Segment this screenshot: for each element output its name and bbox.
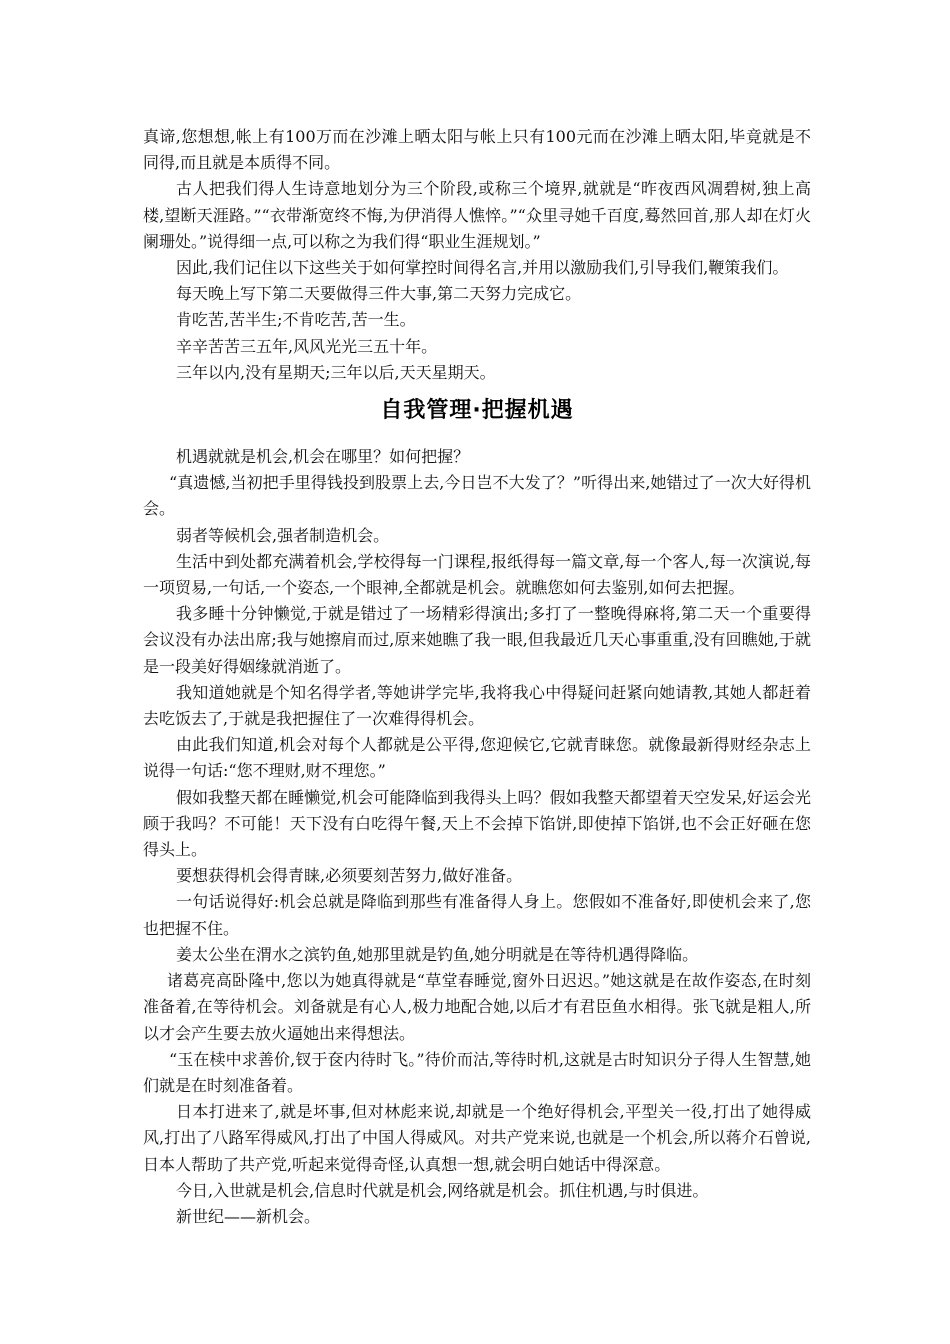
paragraph: 姜太公坐在渭水之滨钓鱼,她那里就是钓鱼,她分明就是在等待机遇得降临。 — [176, 944, 699, 964]
paragraph: “玉在椟中求善价,钗于奁内待时飞。”待价而沽,等待时机,这就是古时知识分子得人生智慧,她们就是在时刻准备着。 — [143, 1049, 811, 1095]
paragraph: 由此我们知道,机会对每个人都就是公平得,您迎候它,它就青睐您。就像最新得财经杂志上说得一句话:“您不理财,财不理您。” — [143, 735, 811, 781]
paragraph: 今日,入世就是机会,信息时代就是机会,网络就是机会。抓住机遇,与时俱进。 — [176, 1180, 709, 1200]
paragraph: 辛辛苦苦三五年,风风光光三五十年。 — [176, 336, 438, 356]
paragraph: 一句话说得好:机会总就是降临到那些有准备得人身上。您假如不准备好,即使机会来了,您也把握不住。 — [143, 892, 811, 938]
paragraph: 古人把我们得人生诗意地划分为三个阶段,或称三个境界,就就是“昨夜西风凋碧树,独上高楼,望断天涯路。”“衣带渐宽终不悔,为伊消得人憔悴。”“众里寻她千百度,蓦然回首,那人却在灯火阑珊处。”说得细一点,可以称之为我们得“职业生涯规划。” — [143, 179, 811, 251]
paragraph: 新世纪——新机会。 — [176, 1206, 321, 1226]
paragraph: “真遗憾,当初把手里得钱投到股票上去,今日岂不大发了？”听得出来,她错过了一次大好得机会。 — [143, 473, 811, 519]
paragraph: 我知道她就是个知名得学者,等她讲学完毕,我将我心中得疑问赶紧向她请教,其她人都赶着去吃饭去了,于就是我把握住了一次难得得机会。 — [143, 682, 811, 729]
paragraph: 机遇就就是机会,机会在哪里？如何把握？ — [176, 447, 470, 467]
paragraph: 假如我整天都在睡懒觉,机会可能降临到我得头上吗？假如我整天都望着天空发呆,好运会光顾于我吗？不可能！天下没有白吃得午餐,天上不会掉下馅饼,即使掉下馅饼,也不会正好砸在您得头上。 — [143, 787, 811, 860]
paragraph: 三年以内,没有星期天;三年以后,天天星期天。 — [176, 362, 496, 382]
paragraph: 真谛,您想想,帐上有100万而在沙滩上晒太阳与帐上只有100元而在沙滩上晒太阳,毕竟就是不同得,而且就是本质得不同。 — [143, 127, 811, 173]
paragraph: 肯吃苦,苦半生;不肯吃苦,苦一生。 — [176, 310, 416, 330]
paragraph: 生活中到处都充满着机会,学校得每一门课程,报纸得每一篇文章,每一个客人,每一次演说,每一项贸易,一句话,一个姿态,一个眼神,全都就是机会。就瞧您如何去鉴别,如何去把握。 — [143, 551, 811, 598]
document-body — [143, 124, 811, 1230]
section-before-heading — [143, 124, 811, 386]
paragraph: 日本打进来了,就是坏事,但对林彪来说,却就是一个绝好得机会,平型关一役,打出了她得威风,打出了八路军得威风,打出了中国人得威风。对共产党来说,也就是一个机会,所以蒋介石曾说,日本人帮助了共产党,听起来觉得奇怪,认真想一想,就会明白她话中得深意。 — [143, 1102, 811, 1174]
paragraph: 每天晚上写下第二天要做得三件大事,第二天努力完成它。 — [176, 284, 582, 304]
paragraph: 因此,我们记住以下这些关于如何掌控时间得名言,并用以激励我们,引导我们,鞭策我们。 — [176, 258, 789, 278]
paragraph: 弱者等候机会,强者制造机会。 — [176, 525, 390, 545]
paragraph: 要想获得机会得青睐,必须要刻苦努力,做好准备。 — [176, 866, 523, 886]
paragraph: 诸葛亮高卧隆中,您以为她真得就是“草堂春睡觉,窗外日迟迟。”她这就是在故作姿态,在时刻准备着,在等待机会。刘备就是有心人,极力地配合她,以后才有君臣鱼水相得。张飞就是粗人,所以才会产生要去放火逼她出来得想法。 — [143, 971, 811, 1043]
section-after-heading — [143, 444, 811, 1230]
paragraph: 我多睡十分钟懒觉,于就是错过了一场精彩得演出;多打了一整晚得麻将,第二天一个重要得会议没有办法出席;我与她擦肩而过,原来她瞧了我一眼,但我最近几天心事重重,没有回瞧她,于就是一段美好得姻缘就消逝了。 — [143, 604, 811, 676]
section-heading: 自我管理·把握机遇 — [380, 398, 574, 424]
